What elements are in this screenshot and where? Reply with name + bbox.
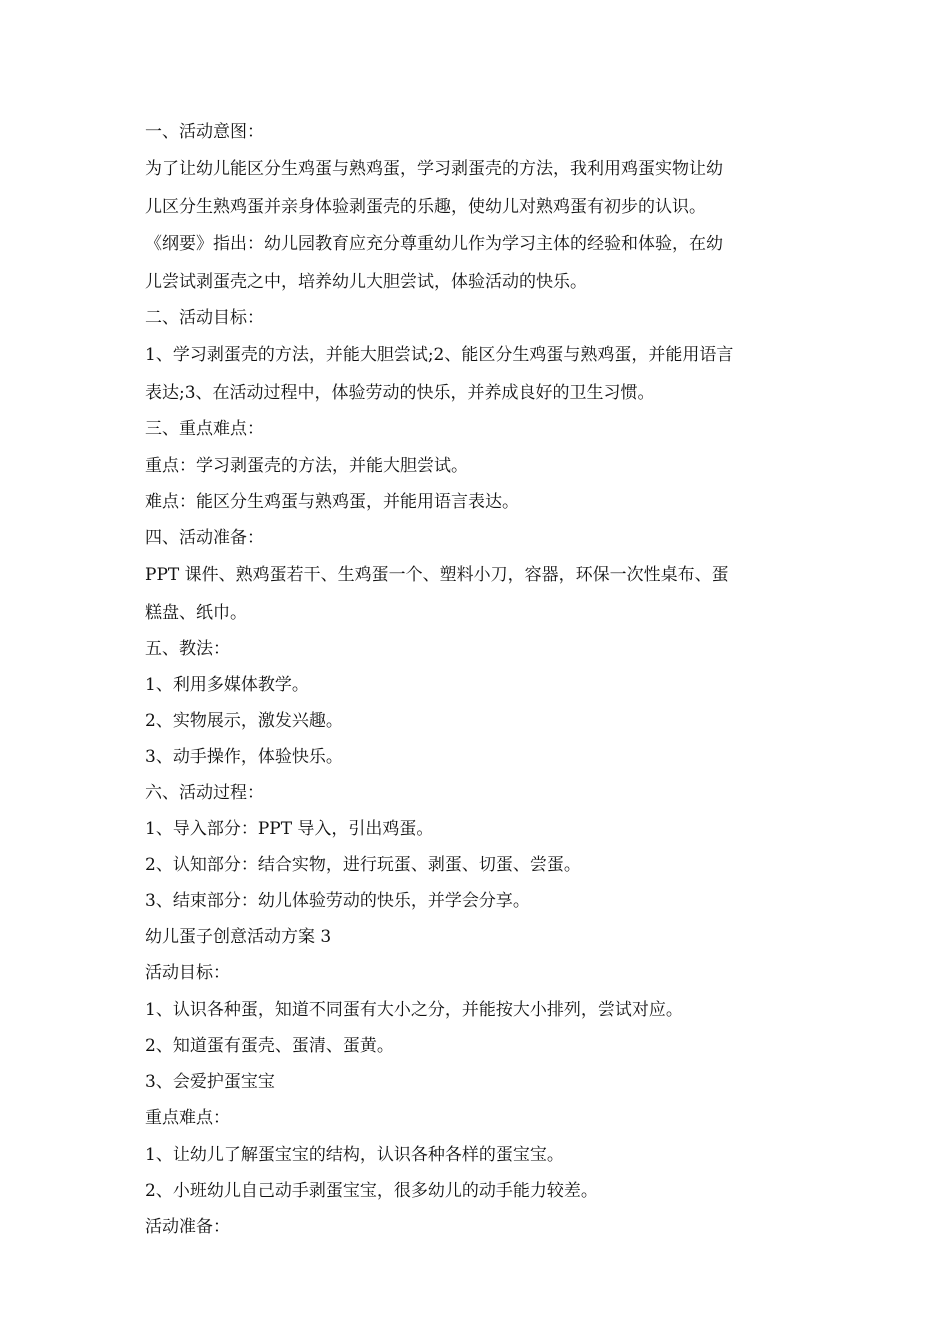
plan-3-goal-1: 1、认识各种蛋，知道不同蛋有大小之分，并能按大小排列，尝试对应。 xyxy=(145,1000,683,1020)
section-heading-process: 六、活动过程： xyxy=(145,783,264,803)
method-item-1: 1、利用多媒体教学。 xyxy=(145,675,309,695)
method-item-3: 3、动手操作，体验快乐。 xyxy=(145,747,343,767)
section-heading-preparation: 四、活动准备： xyxy=(145,528,264,548)
plan-3-key-point-2: 2、小班幼儿自己动手剥蛋宝宝，很多幼儿的动手能力较差。 xyxy=(145,1181,598,1201)
goals-paragraph-line-1: 1、学习剥蛋壳的方法，并能大胆尝试;2、能区分生鸡蛋与熟鸡蛋，并能用语言 xyxy=(145,345,734,365)
method-item-2: 2、实物展示，激发兴趣。 xyxy=(145,711,343,731)
goals-paragraph-line-2: 表达;3、在活动过程中，体验劳动的快乐，并养成良好的卫生习惯。 xyxy=(145,383,655,403)
intent-paragraph-line-2: 儿区分生熟鸡蛋并亲身体验剥蛋壳的乐趣，使幼儿对熟鸡蛋有初步的认识。 xyxy=(145,197,706,217)
plan-3-heading-key-points: 重点难点： xyxy=(145,1108,230,1128)
plan-3-heading-preparation: 活动准备： xyxy=(145,1217,230,1237)
document-body xyxy=(145,122,810,1237)
section-heading-key-points: 三、重点难点： xyxy=(145,419,264,439)
preparation-paragraph-line-1: PPT 课件、熟鸡蛋若干、生鸡蛋一个、塑料小刀，容器，环保一次性桌布、蛋 xyxy=(145,565,729,585)
plan-3-title: 幼儿蛋子创意活动方案 3 xyxy=(145,927,332,947)
plan-3-heading-goals: 活动目标： xyxy=(145,963,230,983)
plan-3-goal-3: 3、会爱护蛋宝宝 xyxy=(145,1072,275,1092)
section-heading-methods: 五、教法： xyxy=(145,639,230,659)
section-heading-goals: 二、活动目标： xyxy=(145,308,264,328)
process-item-2: 2、认知部分：结合实物，进行玩蛋、剥蛋、切蛋、尝蛋。 xyxy=(145,855,581,875)
process-item-3: 3、结束部分：幼儿体验劳动的快乐，并学会分享。 xyxy=(145,891,530,911)
preparation-paragraph-line-2: 糕盘、纸巾。 xyxy=(145,603,247,623)
intent-paragraph-line-3: 《纲要》指出：幼儿园教育应充分尊重幼儿作为学习主体的经验和体验，在幼 xyxy=(145,234,723,254)
intent-paragraph-line-4: 儿尝试剥蛋壳之中，培养幼儿大胆尝试，体验活动的快乐。 xyxy=(145,272,587,292)
difficulty-line: 难点：能区分生鸡蛋与熟鸡蛋，并能用语言表达。 xyxy=(145,492,519,512)
plan-3-goal-2: 2、知道蛋有蛋壳、蛋清、蛋黄。 xyxy=(145,1036,394,1056)
plan-3-key-point-1: 1、让幼儿了解蛋宝宝的结构，认识各种各样的蛋宝宝。 xyxy=(145,1145,564,1165)
key-point-line: 重点：学习剥蛋壳的方法，并能大胆尝试。 xyxy=(145,456,468,476)
intent-paragraph-line-1: 为了让幼儿能区分生鸡蛋与熟鸡蛋，学习剥蛋壳的方法，我利用鸡蛋实物让幼 xyxy=(145,159,723,179)
process-item-1: 1、导入部分：PPT 导入，引出鸡蛋。 xyxy=(145,819,434,839)
section-heading-intent: 一、活动意图： xyxy=(145,122,264,142)
